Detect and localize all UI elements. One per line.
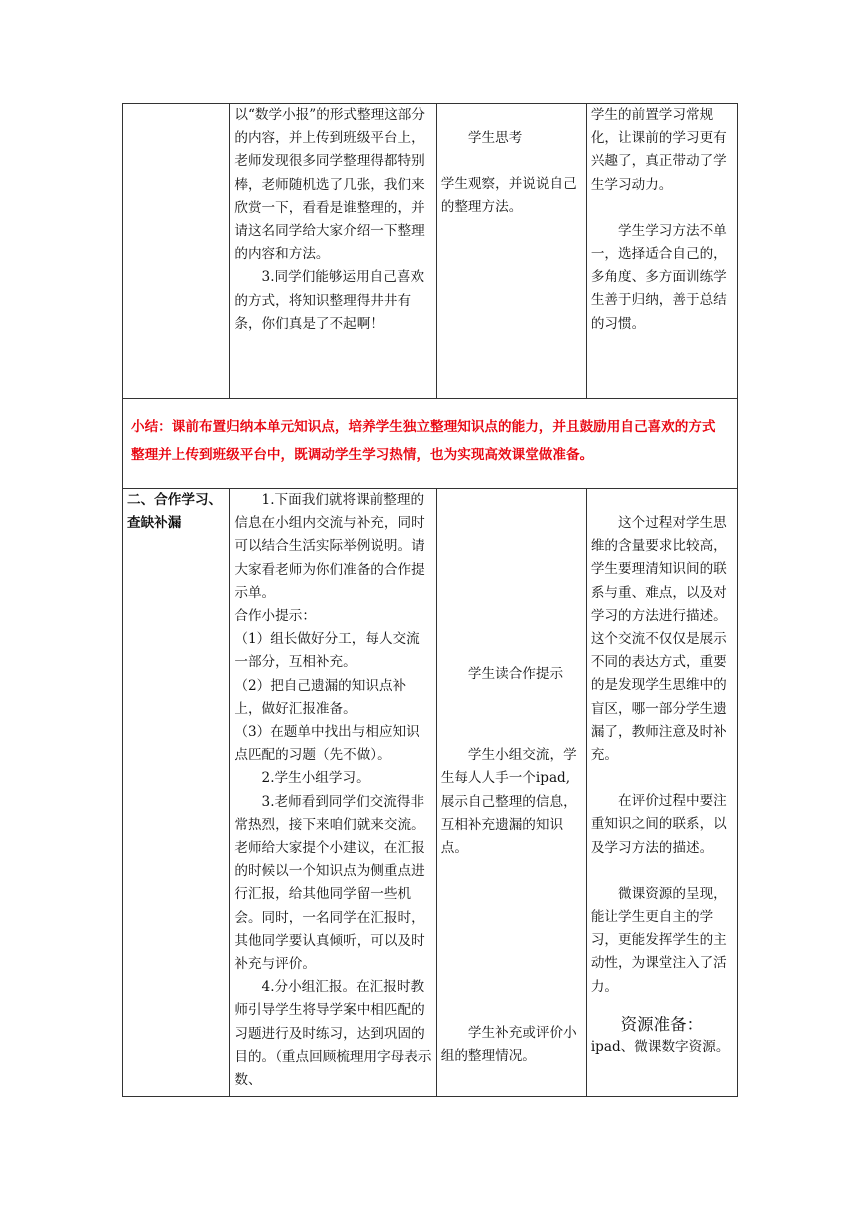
student-text: 学生补充或评价小组的整理情况。	[440, 1025, 577, 1065]
activity-cell	[230, 489, 436, 1097]
activity-cell	[230, 104, 436, 399]
activity-text: 3.同学们能够运用自己喜欢的方式，将知识整理得井井有条，你们真是了不起啊！	[234, 269, 425, 332]
activity-text: 3.老师看到同学们交流得非常热烈，接下来咱们就来交流。老师给大家提个小建议，在汇报的时候以一个知识点为侧重点进行汇报，给其他同学留一些机会。同时，一名同学在汇报时，其他同学要认真倾听，可以及时补充与评价。	[234, 793, 425, 973]
table-row	[123, 489, 738, 1097]
lesson-plan-table	[122, 103, 738, 1097]
intent-cell	[586, 489, 737, 1097]
summary-text: 小结：课前布置归纳本单元知识点，培养学生独立整理知识点的能力，并且鼓励用自己喜欢的方式整理并上传到班级平台中，既调动学生学习热情，也为实现高效课堂做准备。	[131, 419, 716, 463]
student-text: 学生观察，并说说自己的整理方法。	[440, 176, 577, 216]
intent-cell	[586, 104, 737, 399]
stage-cell	[123, 104, 230, 399]
activity-text: 以“数学小报”的形式整理这部分的内容，并上传到班级平台上，老师发现很多同学整理得都特别棒，老师随机选了几张，我们来欣赏一下，看看是谁整理的，并请这名同学给大家介绍一下整理的内容和方法。	[234, 107, 425, 263]
intent-text: 这个过程对学生思维的含量要求比较高，学生要理清知识间的联系与重、难点，以及对学习的方法进行描述。这个交流不仅仅是展示不同的表达方式，重要的是发现学生思维中的盲区，哪一部分学生遗漏了，教师注意及时补充。	[590, 515, 727, 764]
activity-text: （2）把自己遗漏的知识点补上，做好汇报准备。	[234, 677, 407, 717]
intent-text: 微课资源的呈现，能让学生更自主的学习，更能发挥学生的主动性，为课堂注入了活力。	[590, 885, 727, 995]
intent-text: 学生学习方法不单一，选择适合自己的，多角度、多方面训练学生善于归纳，善于总结的习惯。	[590, 222, 727, 332]
resource-heading: 资源准备：	[620, 1014, 704, 1034]
activity-text: （3）在题单中找出与相应知识点匹配的习题（先不做）。	[234, 724, 420, 764]
stage-cell	[123, 489, 230, 1097]
student-cell	[436, 104, 586, 399]
student-cell	[436, 489, 586, 1097]
table-row	[123, 104, 738, 399]
stage-title: 二、合作学习、查缺补漏	[127, 492, 223, 532]
activity-text: （1）组长做好分工，每人交流一部分，互相补充。	[234, 631, 420, 671]
intent-text: 在评价过程中要注重知识之间的联系，以及学习方法的描述。	[590, 793, 727, 856]
resource-text: ipad、微课数字资源。	[590, 1039, 730, 1056]
intent-text: 学生的前置学习常规化，让课前的学习更有兴趣了，真正带动了学生学习动力。	[590, 107, 727, 193]
student-text: 学生读合作提示	[467, 666, 564, 682]
activity-text: 2.学生小组学习。	[261, 770, 370, 787]
student-text: 学生思考	[467, 130, 523, 146]
summary-row	[123, 399, 738, 489]
activity-text: 4.分小组汇报。在汇报时教师引导学生将导学案中相匹配的习题进行及时练习，达到巩固的目的。（重点回顾梳理用字母表示数、	[234, 979, 432, 1089]
activity-text: 1.下面我们就将课前整理的信息在小组内交流与补充，同时可以结合生活实际举例说明。请大家看老师为你们准备的合作提示单。	[234, 492, 425, 601]
student-text: 学生小组交流，学生每人人手一个ipad,展示自己整理的信息，互相补充遗漏的知识点。	[440, 747, 577, 857]
activity-text: 合作小提示：	[234, 608, 316, 625]
summary-cell	[123, 399, 738, 489]
